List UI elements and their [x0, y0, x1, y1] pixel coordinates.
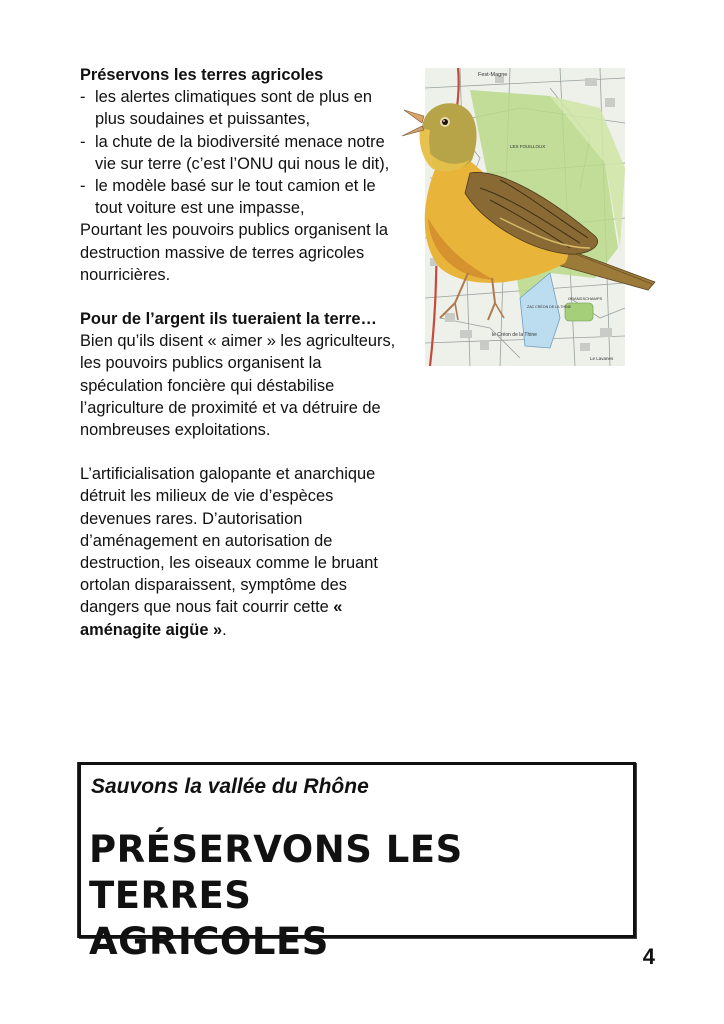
bullet-item [80, 86, 398, 130]
section-heading-preservons: Préservons les terres agricoles [80, 66, 324, 84]
box-subtitle: Sauvons la vallée du Rhône [91, 775, 369, 798]
map-label-creon: le Créon de la Thine [492, 332, 537, 338]
map-label-zac: ZAC CRÉON DE LA THINE [527, 305, 572, 309]
map-label-fouilloux: LES FOUILLOUX [510, 144, 546, 149]
page-number: 4 [642, 944, 655, 969]
section-heading-argent: Pour de l’argent ils tueraient la terre… [80, 310, 377, 329]
box-title-line: PRÉSERVONS LES TERRES [89, 828, 463, 917]
bullet-item [80, 175, 398, 219]
artificialisation-paragraph [80, 463, 398, 641]
argent-paragraph: Bien qu’ils disent « aimer » les agriculteurs, les pouvoirs publics organisent la spéculation foncière qui déstabilise l’agriculture de proximité et va détruire de nombreuses exploitations. [80, 332, 396, 440]
map-label-top: Fest-Magne [478, 72, 508, 78]
artificialisation-text: L’artificialisation galopante et anarchique détruit les milieux de vie d’espèces devenues rares. D’autorisation d’aménagement en autorisation de destruction, les oiseaux comme le bruant ortolan disparaissent, symptôme des dangers que nous fait courrir cette [80, 465, 378, 617]
bullet-marker: - [80, 132, 86, 151]
bullet-marker: - [80, 88, 86, 107]
article-text [80, 64, 398, 641]
amenagite-emphasis: « aménagite aigüe » [80, 598, 343, 639]
bird-map-svg [400, 68, 658, 366]
sentence-end: . [222, 620, 227, 639]
bullet-text: la chute de la biodiversité menace notre vie sur terre (c’est l’ONU qui nous le dit), [95, 132, 390, 173]
map-label-grandchamps: GRANDSCHAMPS [568, 296, 603, 301]
bullet-list [80, 86, 398, 219]
bullet-item [80, 131, 398, 175]
bird-map-illustration [400, 68, 658, 366]
closing-paragraph: Pourtant les pouvoirs publics organisent la destruction massive de terres agricoles nourricières. [80, 221, 388, 284]
box-title [89, 827, 629, 965]
map-label-lavanes: Le Lavanes [590, 356, 614, 361]
bullet-marker: - [80, 177, 86, 196]
slogan-box [78, 762, 636, 963]
box-title-line: AGRICOLES [89, 920, 329, 963]
bullet-text: le modèle basé sur le tout camion et le tout voiture est une impasse, [95, 177, 376, 218]
bullet-text: les alertes climatiques sont de plus en plus soudaines et puissantes, [95, 88, 372, 129]
